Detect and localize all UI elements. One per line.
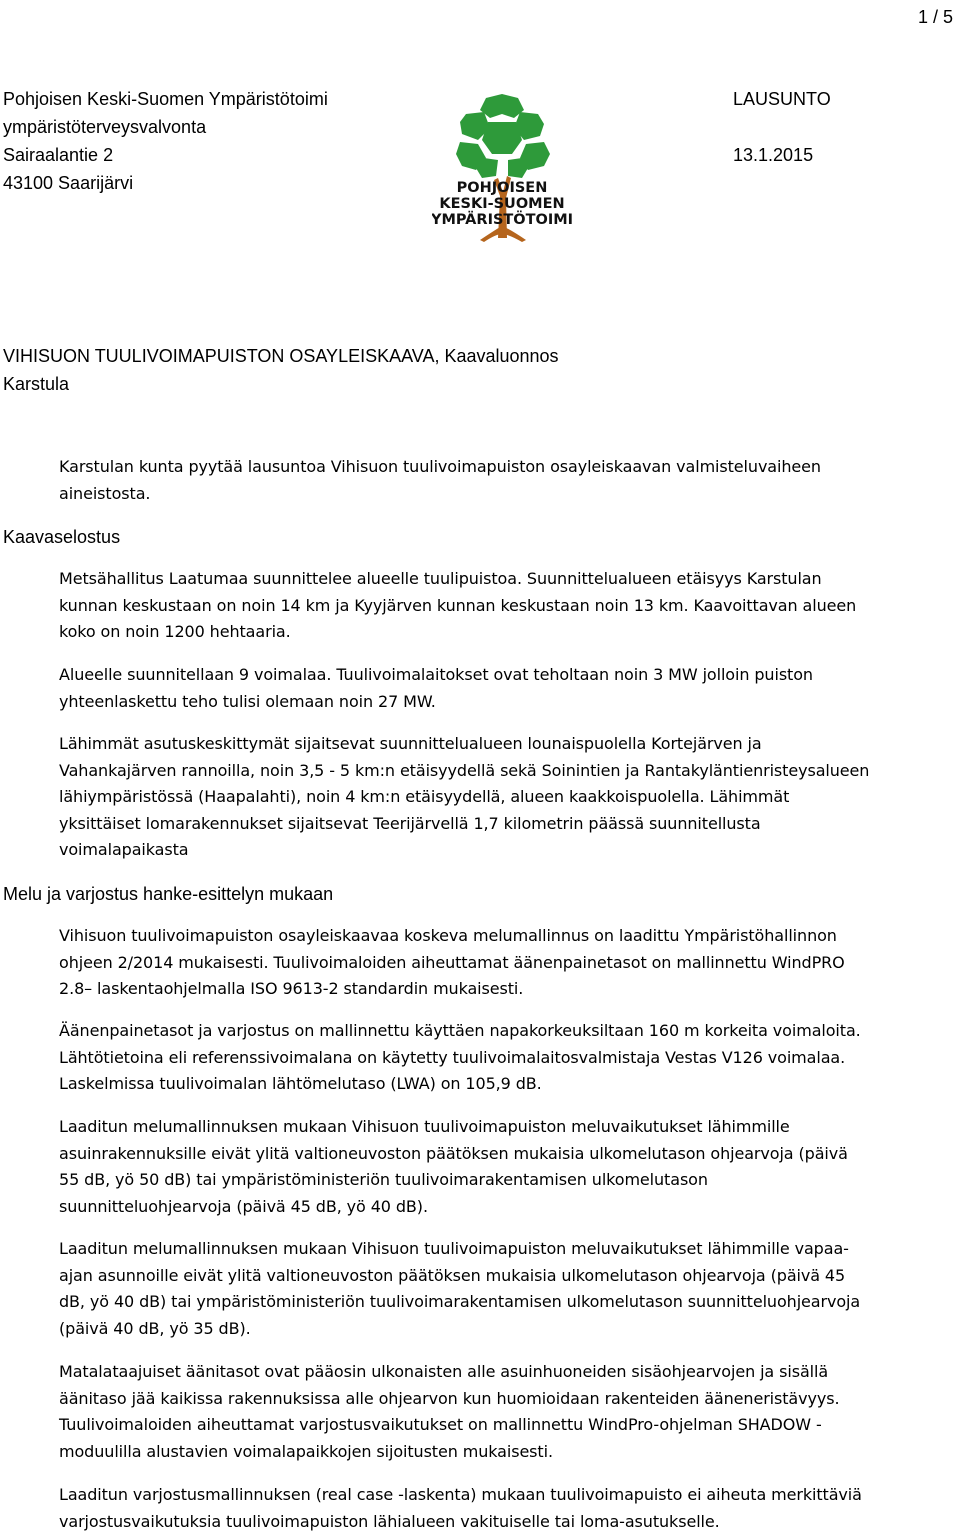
text-line: Karstulan kunta pyytää lausuntoa Vihisuon tuulivoimapuiston osayleiskaavan valmisteluvaiheen [59, 457, 821, 476]
logo-roots [480, 226, 526, 242]
paragraph-turbines [59, 662, 959, 715]
text-line: voimalapaikasta [59, 840, 189, 859]
text-line: Laaditun melumallinnuksen mukaan Vihisuon tuulivoimapuiston meluvaikutukset lähimmille [59, 1117, 790, 1136]
text-line: Tuulivoimaloiden aiheuttamat varjostusvaikutukset on mallinnettu WindPro-ohjelman SHADOW - [59, 1415, 822, 1434]
paragraph-noise-model [59, 923, 959, 1003]
organization-logo [432, 88, 572, 246]
document-date: 13.1.2015 [733, 145, 814, 165]
text-line: yksittäiset lomarakennukset sijaitsevat Teerijärvellä 1,7 kilometrin päässä suunnitellusta [59, 813, 761, 833]
kaavaselostus-heading: Kaavaselostus [3, 527, 121, 547]
paragraph-settlements [59, 731, 959, 864]
text-line: Metsähallitus Laatumaa suunnittelee alueelle tuulipuistoa. Suunnittelualueen etäisyys Karstulan [59, 569, 822, 588]
text-line: Lähimmät asutuskeskittymät sijaitsevat suunnittelualueen lounaispuolella Kortejärven ja [59, 734, 762, 753]
text-line: Matalataajuiset äänitasot ovat pääosin ulkonaisten alle asuinhuoneiden sisäohjearvojen ja sisällä [59, 1362, 829, 1381]
text-line: moduulilla alustavien voimalapaikkojen sijoitusten mukaisesti. [59, 1441, 553, 1461]
title-line-1: VIHISUON TUULIVOIMAPUISTON OSAYLEISKAAVA, Kaavaluonnos [3, 346, 559, 366]
logo-line-1: POHJOISEN [456, 180, 548, 196]
text-line: Laaditun melumallinnuksen mukaan Vihisuon tuulivoimapuiston meluvaikutukset lähimmille vapaa- [59, 1239, 849, 1258]
text-line: Alueelle suunnitellaan 9 voimalaa. Tuulivoimalaitokset ovat teholtaan noin 3 MW jolloin puiston [59, 665, 813, 684]
sender-org: Pohjoisen Keski-Suomen Ympäristötoimi [3, 89, 328, 109]
sender-dept: ympäristöterveysvalvonta [3, 117, 207, 137]
text-line: (päivä 40 dB, yö 35 dB). [59, 1318, 251, 1338]
sender-city: 43100 Saarijärvi [3, 173, 134, 193]
text-line: 2.8– laskentaohjelmalla ISO 9613-2 standardin mukaisesti. [59, 979, 524, 998]
text-line: Vihisuon tuulivoimapuiston osayleiskaavaa koskeva melumallinnus on laadittu Ympäristöhallinnon [59, 926, 837, 945]
text-line: suunnitteluohjearvoja (päivä 45 dB, yö 40 dB). [59, 1196, 428, 1216]
intro-paragraph [59, 454, 959, 507]
text-line: Laaditun varjostusmallinnuksen (real case -laskenta) mukaan tuulivoimapuisto ei aiheuta merkittäviä [59, 1485, 862, 1504]
text-line: ohjeen 2/2014 mukaisesti. Tuulivoimaloiden aiheuttamat äänenpainetasot on mallinnettu WindPRO [59, 952, 845, 972]
text-line: Laskelmissa tuulivoimalan lähtömelutaso (LWA) on 105,9 dB. [59, 1074, 542, 1093]
text-line: ajan asunnoille eivät ylitä valtioneuvoston päätöksen mukaisia ulkomelutason ohjearvoja (päivä 45 [59, 1265, 846, 1285]
text-line: dB, yö 40 dB) tai ympäristöministeriön tuulivoimarakentamisen ulkomelutason suunnitteluohjearvoja [59, 1292, 861, 1311]
logo-canopy [456, 94, 550, 178]
text-line: aineistosta. [59, 483, 151, 503]
sender-street: Sairaalantie 2 [3, 145, 114, 165]
tree-icon [432, 88, 572, 246]
text-line: asuinrakennuksille eivät ylitä valtioneuvoston päätöksen mukaisia ulkomelutason ohjearvoja (päivä [59, 1143, 848, 1163]
paragraph-shadow [59, 1482, 959, 1535]
text-line: yhteenlaskettu teho tulisi olemaan noin 27 MW. [59, 691, 436, 711]
title-line-2: Karstula [3, 374, 70, 394]
text-line: Lähtötietoina eli referenssivoimalana on käytetty tuulivoimalaitosvalmistaja Vestas V126 voimalaa. [59, 1047, 846, 1067]
text-line: kunnan keskustaan on noin 14 km ja Kyyjärven kunnan keskustaan noin 13 km. Kaavoittavan alueen [59, 595, 857, 615]
text-line: koko on noin 1200 hehtaaria. [59, 622, 291, 641]
paragraph-low-frequency [59, 1359, 959, 1465]
logo-line-2: KESKI-SUOMEN [439, 196, 565, 212]
text-line: varjostusvaikutuksia tuulivoimapuiston lähialueen vakituiselle tai loma-asutukselle. [59, 1511, 720, 1531]
paragraph-holiday-noise [59, 1236, 959, 1342]
logo-line-3: YMPÄRISTÖTOIMI [432, 212, 572, 228]
text-line: Äänenpainetasot ja varjostus on mallinnettu käyttäen napakorkeuksiltaan 160 m korkeita voimaloita. [59, 1021, 861, 1040]
text-line: 55 dB, yö 50 dB) tai ympäristöministeriön tuulivoimarakentamisen ulkomelutason [59, 1170, 708, 1189]
text-line: Vahankajärven rannoilla, noin 3,5 - 5 km:n etäisyydellä sekä Soinintien ja Rantakyläntienristeysalueen [59, 760, 870, 780]
text-line: lähiympäristössä (Haapalahti), noin 4 km:n etäisyydellä, alueen kaakkoispuolella. Lähimmät [59, 787, 790, 806]
page-number: 1 / 5 [918, 7, 954, 27]
paragraph-location [59, 566, 959, 646]
document-type: LAUSUNTO [733, 89, 831, 109]
document-title [3, 342, 559, 398]
text-line: äänitaso jää kaikissa rakennuksissa alle ohjearvon kun huomioidaan rakenteiden ääneneristävyys. [59, 1388, 840, 1408]
paragraph-hub-height [59, 1018, 959, 1098]
sender-block [3, 85, 328, 197]
melu-heading: Melu ja varjostus hanke-esittelyn mukaan [3, 884, 334, 904]
paragraph-residential-noise [59, 1114, 959, 1220]
